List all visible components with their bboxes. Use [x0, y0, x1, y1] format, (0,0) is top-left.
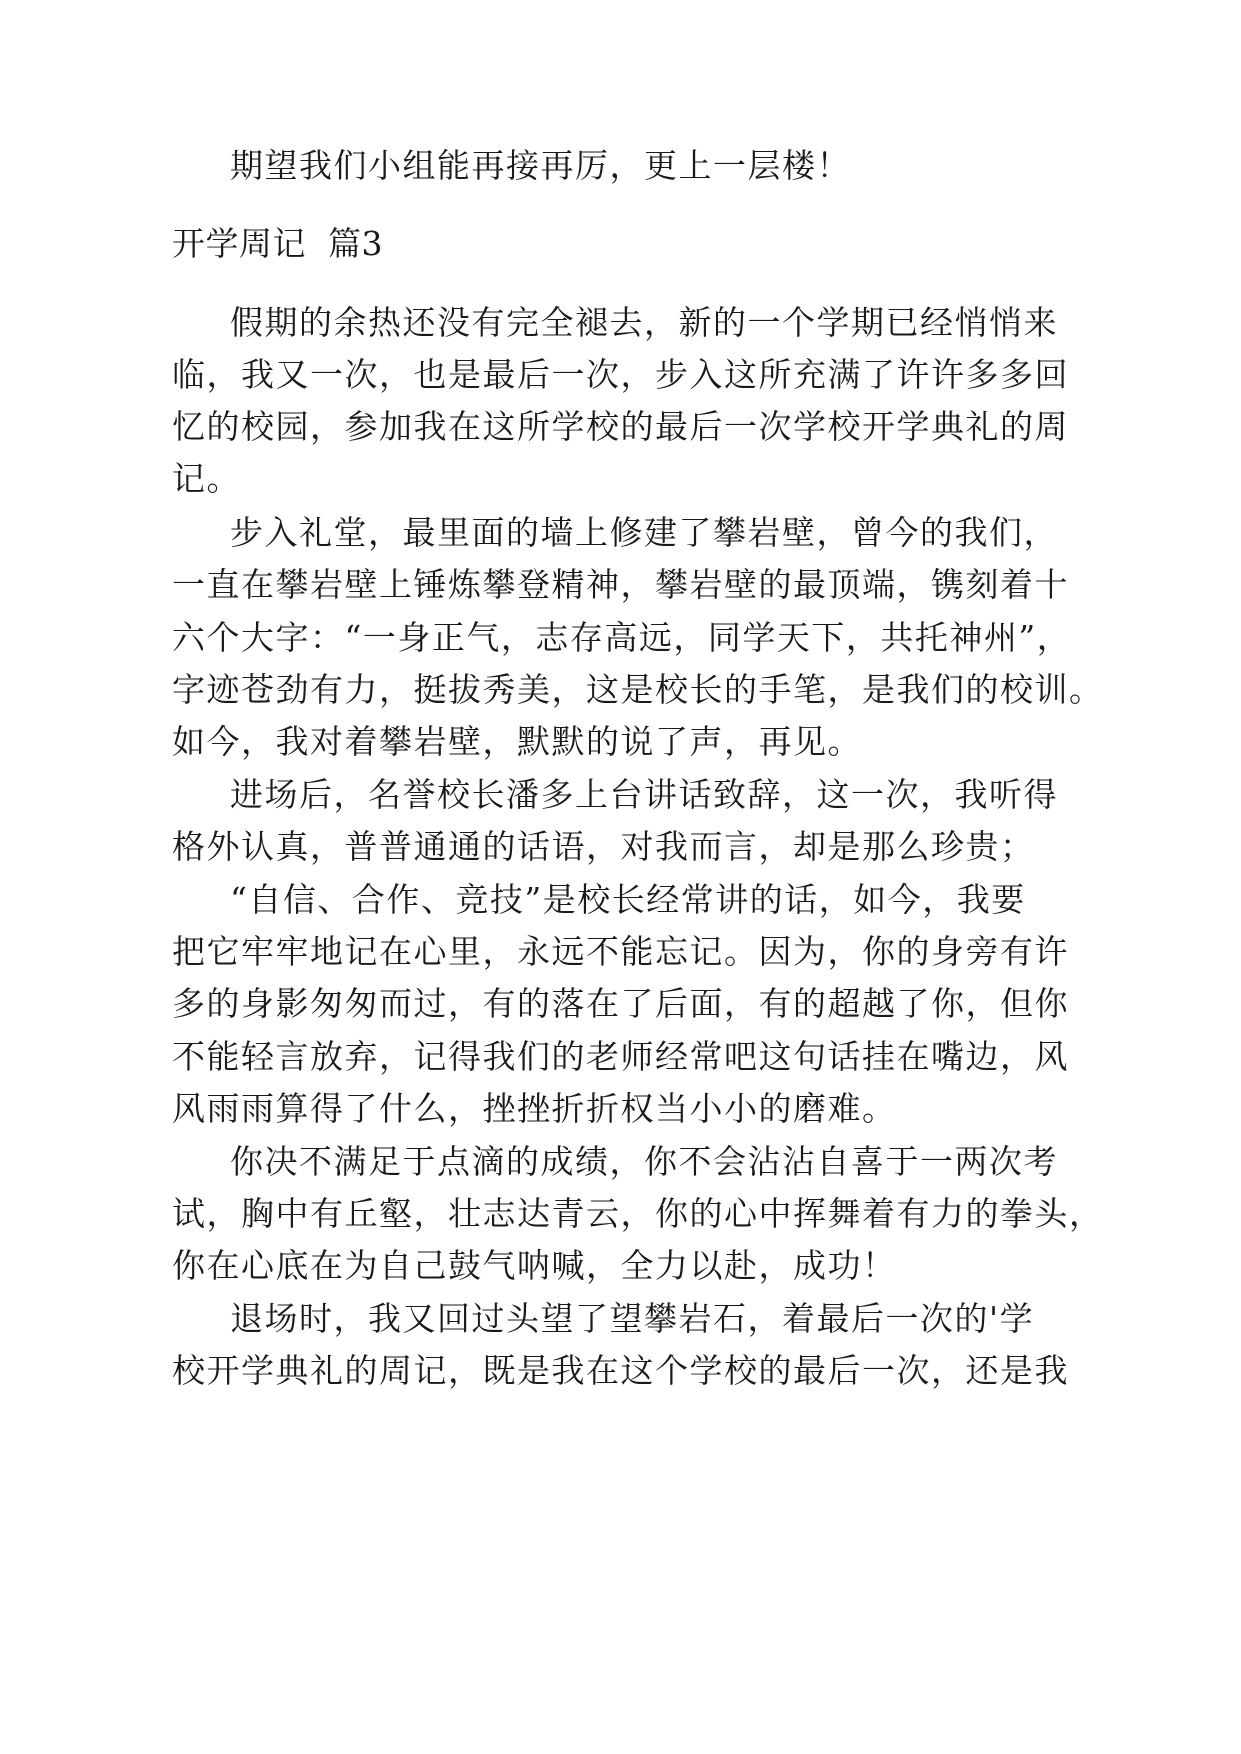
paragraph-6-line-2: 校开学典礼的周记，既是我在这个学校的最后一次，还是我: [172, 1351, 1069, 1390]
paragraph-2-line-4: 字迹苍劲有力，挺拔秀美，这是校长的手笔，是我们的校训。: [172, 670, 1104, 709]
paragraph-5-line-1: 你决不满足于点滴的成绩，你不会沾沾自喜于一两次考: [230, 1142, 1058, 1181]
paragraph-5-line-3: 你在心底在为自己鼓气呐喊，全力以赴，成功！: [172, 1246, 897, 1285]
section-heading: 开学周记 篇3: [172, 224, 383, 263]
paragraph-3-line-1: 进场后，名誉校长潘多上台讲话致辞，这一次，我听得: [230, 775, 1058, 814]
paragraph-4-line-3: 多的身影匆匆而过，有的落在了后面，有的超越了你，但你: [172, 984, 1069, 1023]
paragraph-1-line-2: 临，我又一次，也是最后一次，步入这所充满了许许多多回: [172, 355, 1069, 394]
paragraph-6-line-1: 退场时，我又回过头望了望攀岩石，着最后一次的'学: [230, 1299, 1035, 1338]
paragraph-1-line-4: 记。: [172, 459, 241, 498]
paragraph-2-line-3: 六个大字：“一身正气，志存高远，同学天下，共托神州”，: [172, 618, 1072, 657]
paragraph-1-line-1: 假期的余热还没有完全褪去，新的一个学期已经悄悄来: [230, 303, 1058, 342]
paragraph-1-line-3: 忆的校园，参加我在这所学校的最后一次学校开学典礼的周: [172, 407, 1069, 446]
paragraph-2-line-2: 一直在攀岩壁上锤炼攀登精神，攀岩壁的最顶端，镌刻着十: [172, 565, 1069, 604]
paragraph-4-line-4: 不能轻言放弃，记得我们的老师经常吧这句话挂在嘴边，风: [172, 1037, 1069, 1076]
paragraph-2-line-5: 如今，我对着攀岩壁，默默的说了声，再见。: [172, 722, 862, 761]
paragraph-5-line-2: 试，胸中有丘壑，壮志达青云，你的心中挥舞着有力的拳头，: [172, 1194, 1104, 1233]
intro-line: 期望我们小组能再接再厉，更上一层楼！: [230, 146, 851, 185]
paragraph-3-line-2: 格外认真，普普通通的话语，对我而言，却是那么珍贵；: [172, 827, 1035, 866]
paragraph-2-line-1: 步入礼堂，最里面的墙上修建了攀岩壁，曾今的我们，: [230, 513, 1058, 552]
paragraph-4-line-5: 风雨雨算得了什么，挫挫折折权当小小的磨难。: [172, 1089, 897, 1128]
paragraph-4-line-1: “自信、合作、竞技”是校长经常讲的话，如今，我要: [230, 880, 1026, 919]
paragraph-4-line-2: 把它牢牢地记在心里，永远不能忘记。因为，你的身旁有许: [172, 932, 1069, 971]
